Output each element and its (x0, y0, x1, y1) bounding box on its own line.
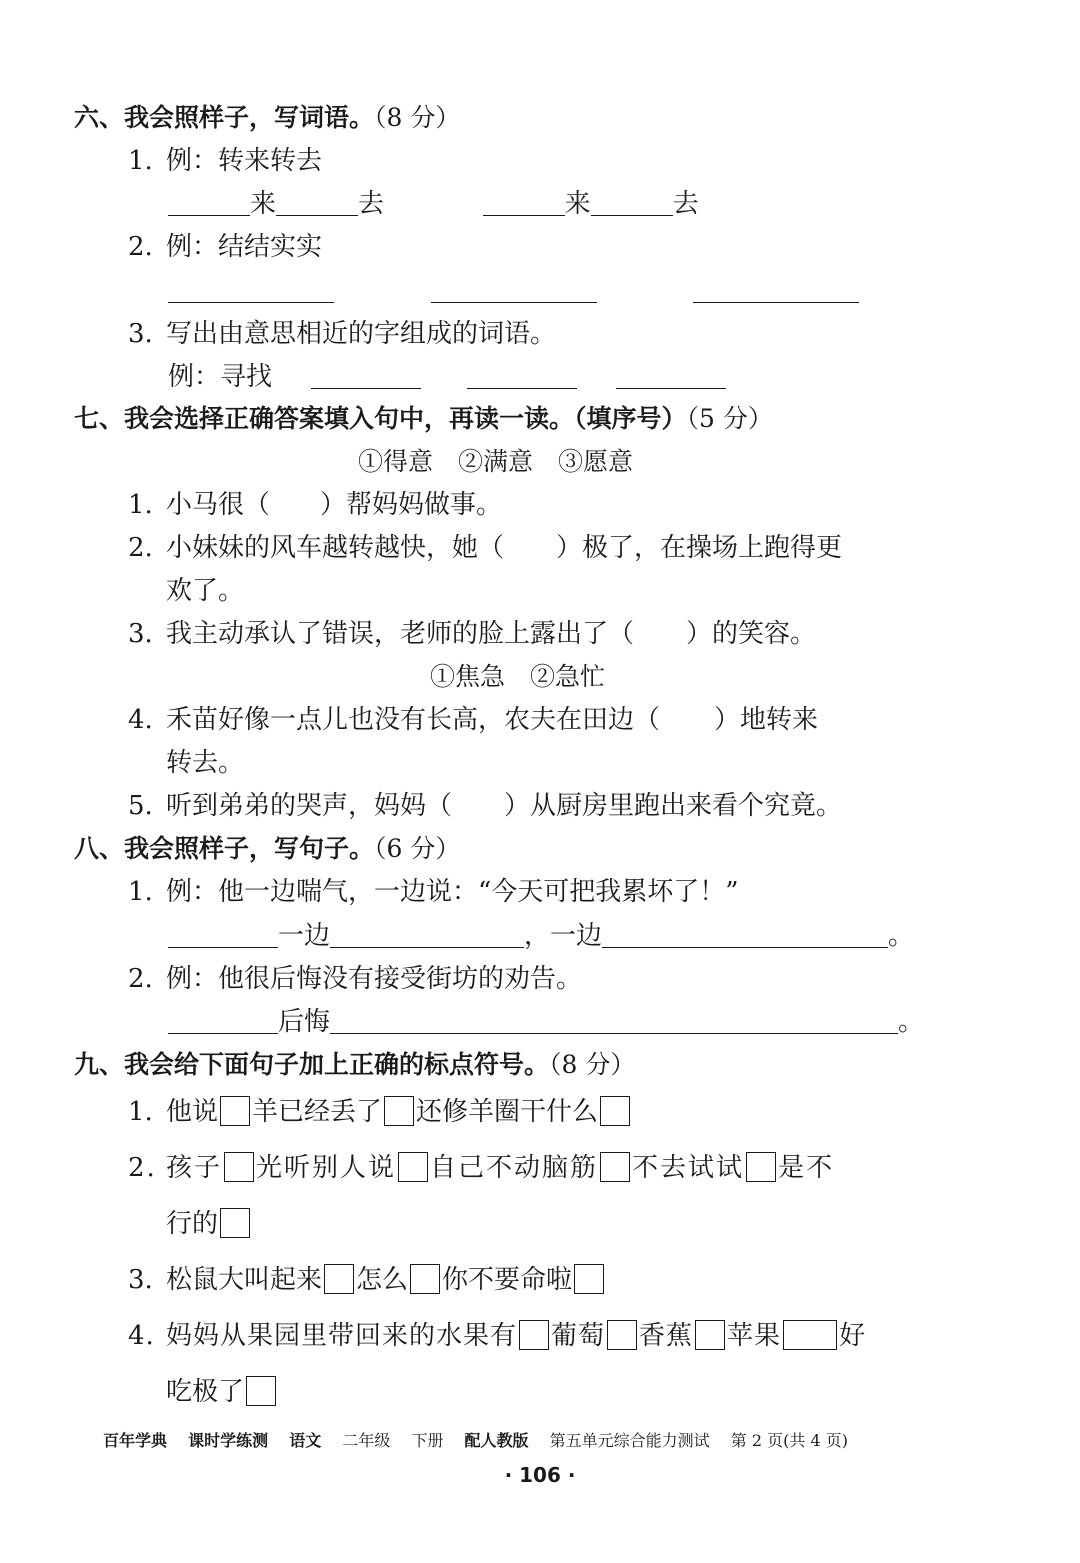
answer-blank[interactable] (483, 189, 565, 216)
s8-q2 (128, 962, 582, 996)
answer-blank[interactable] (693, 276, 859, 303)
sentence-part: 葡萄 (551, 1321, 606, 1351)
punctuation-box[interactable] (224, 1152, 254, 1182)
section-7-title: 七、我会选择正确答案填入句中，再读一读。（填序号） (74, 404, 687, 433)
answer-blank[interactable] (602, 921, 888, 948)
question-number: 2. (128, 232, 153, 262)
punctuation-box[interactable] (783, 1320, 837, 1350)
sentence-part: 光听别人说 (256, 1153, 397, 1183)
sentence-part: 他说 (166, 1097, 219, 1127)
sentence-part: 自己不动脑筋 (430, 1153, 599, 1183)
s7-q4 (128, 703, 818, 737)
footer-grade: 二年级 (342, 1431, 391, 1450)
section-9-points: （8 分） (549, 1050, 636, 1079)
section-9-title: 九、我会给下面句子加上正确的标点符号。 (74, 1050, 550, 1079)
punctuation-box[interactable] (384, 1096, 414, 1126)
punctuation-box[interactable] (746, 1152, 776, 1182)
answer-blank[interactable] (168, 189, 250, 216)
question-number: 3. (128, 1265, 153, 1295)
question-number: 2. (128, 533, 153, 563)
sentence-part: 吃极了 (166, 1377, 245, 1407)
question-number: 2. (128, 964, 153, 994)
s7-q2-cont: 欢了。 (166, 576, 245, 606)
qu-char: 去 (358, 189, 385, 219)
sentence-part: 孩子 (166, 1153, 223, 1183)
s9-q4-cont (166, 1375, 278, 1409)
question-number: 5. (128, 791, 153, 821)
answer-blank[interactable] (168, 1007, 278, 1034)
example-text: 例：结结实实 (166, 232, 323, 262)
answer-blank[interactable] (431, 276, 597, 303)
options-row-2: ①焦急 ②急忙 (430, 662, 606, 691)
footer-edition: 配人教版 (464, 1431, 529, 1450)
section-7-heading (74, 402, 773, 436)
question-number: 3. (128, 319, 153, 349)
section-8-heading (74, 832, 460, 866)
s7-q4-cont: 转去。 (166, 748, 245, 778)
yibian-text: ，一边 (524, 921, 603, 951)
question-text-b: ）极了，在操场上跑得更 (556, 533, 843, 563)
lai-char: 来 (250, 189, 277, 219)
question-number: 1. (128, 490, 153, 520)
question-text-a: 小妹妹的风车越转越快，她（ (166, 533, 505, 563)
punctuation-box[interactable] (600, 1096, 630, 1126)
s6-q2-answer-row (168, 274, 859, 308)
example-text: 例：他一边喘气，一边说：“今天可把我累坏了！” (166, 877, 739, 907)
qu-char: 去 (672, 189, 699, 219)
question-text-a: 听到弟弟的哭声，妈妈（ (166, 791, 453, 821)
punctuation-box[interactable] (607, 1320, 637, 1350)
houhui-text: 后悔 (278, 1007, 331, 1037)
s9-q2 (128, 1151, 834, 1185)
question-text-b: ）地转来 (714, 705, 819, 735)
s7-q1 (128, 488, 502, 522)
sentence-part: 还修羊圈干什么 (416, 1097, 599, 1127)
s6-q2 (128, 230, 322, 264)
footer-test: 第五单元综合能力测试 (549, 1431, 710, 1450)
s9-q3 (128, 1263, 606, 1297)
period: 。 (898, 1007, 925, 1037)
answer-blank[interactable] (168, 921, 278, 948)
question-text-b: ）帮妈妈做事。 (320, 490, 503, 520)
answer-blank[interactable] (330, 1007, 898, 1034)
punctuation-box[interactable] (220, 1208, 250, 1238)
question-number: 1. (128, 146, 153, 176)
sentence-part: 羊已经丢了 (252, 1097, 383, 1127)
sentence-part: 你不要命啦 (442, 1265, 573, 1295)
sentence-part: 松鼠大叫起来 (166, 1265, 323, 1295)
question-text-a: 小马很（ (166, 490, 271, 520)
example-text: 例：寻找 (168, 362, 273, 392)
period: 。 (888, 921, 915, 951)
s9-q1 (128, 1095, 632, 1129)
s7-q2 (128, 531, 842, 565)
footer-volume: 下册 (411, 1431, 444, 1450)
s8-q1 (128, 875, 739, 909)
punctuation-box[interactable] (695, 1320, 725, 1350)
punctuation-box[interactable] (519, 1320, 549, 1350)
s7-q5 (128, 789, 842, 823)
answer-blank[interactable] (311, 362, 421, 389)
page-number: · 106 · (504, 1463, 576, 1487)
s6-q1-answer-row (168, 187, 699, 221)
punctuation-box[interactable] (574, 1264, 604, 1294)
s9-q2-cont (166, 1207, 252, 1241)
page-footer (103, 1428, 864, 1451)
question-number: 4. (128, 705, 153, 735)
sentence-part: 香蕉 (639, 1321, 694, 1351)
question-text-b: ）的笑容。 (686, 619, 817, 649)
question-text-b: ）从厨房里跑出来看个究竟。 (504, 791, 843, 821)
punctuation-box[interactable] (398, 1152, 428, 1182)
punctuation-box[interactable] (324, 1264, 354, 1294)
sentence-part: 怎么 (356, 1265, 409, 1295)
question-text-a: 禾苗好像一点儿也没有长高，农夫在田边（ (166, 705, 661, 735)
question-number: 1. (128, 877, 153, 907)
sentence-part: 好 (839, 1321, 867, 1351)
s6-q1 (128, 144, 322, 178)
question-number: 4. (128, 1321, 155, 1351)
question-text: 写出由意思相近的字组成的词语。 (166, 319, 557, 349)
sentence-part: 行的 (166, 1209, 219, 1239)
yibian-text: 一边 (278, 921, 331, 951)
question-text-a: 我主动承认了错误，老师的脸上露出了（ (166, 619, 635, 649)
section-6-heading (74, 101, 460, 135)
s8-q1-answer-row (168, 919, 914, 953)
section-9-heading (74, 1048, 635, 1082)
punctuation-box[interactable] (246, 1376, 276, 1406)
example-text: 例：转来转去 (166, 146, 323, 176)
footer-brand: 百年学典 (103, 1431, 168, 1450)
punctuation-box[interactable] (600, 1152, 630, 1182)
punctuation-box[interactable] (220, 1096, 250, 1126)
answer-blank[interactable] (330, 921, 524, 948)
section-7-points: （5 分） (686, 404, 773, 433)
question-number: 1. (128, 1097, 153, 1127)
section-6-points: （8 分） (374, 103, 461, 132)
s6-q3 (128, 317, 556, 351)
options-row-1: ①得意 ②满意 ③愿意 (358, 447, 634, 476)
answer-blank[interactable] (467, 362, 577, 389)
question-number: 2. (128, 1153, 157, 1183)
lai-char: 来 (564, 189, 591, 219)
s8-q2-answer-row (168, 1005, 924, 1039)
answer-blank[interactable] (276, 189, 358, 216)
s6-q3-answer-row (168, 360, 726, 394)
section-8-title: 八、我会照样子，写句子。 (74, 834, 375, 863)
footer-page-info: 第 2 页(共 4 页) (730, 1431, 848, 1450)
footer-series: 课时学练测 (188, 1431, 269, 1450)
sentence-part: 不去试试 (632, 1153, 745, 1183)
s9-q4 (128, 1319, 866, 1353)
answer-blank[interactable] (591, 189, 673, 216)
section-6-title: 六、我会照样子，写词语。 (74, 103, 375, 132)
sentence-part: 苹果 (727, 1321, 782, 1351)
answer-blank[interactable] (616, 362, 726, 389)
answer-blank[interactable] (168, 276, 334, 303)
footer-subject: 语文 (289, 1431, 322, 1450)
s7-q3 (128, 617, 816, 651)
question-number: 3. (128, 619, 153, 649)
example-text: 例：他很后悔没有接受街坊的劝告。 (166, 964, 583, 994)
section-8-points: （6 分） (374, 834, 461, 863)
sentence-part: 是不 (778, 1153, 835, 1183)
sentence-part: 妈妈从果园里带回来的水果有 (166, 1321, 518, 1351)
punctuation-box[interactable] (410, 1264, 440, 1294)
